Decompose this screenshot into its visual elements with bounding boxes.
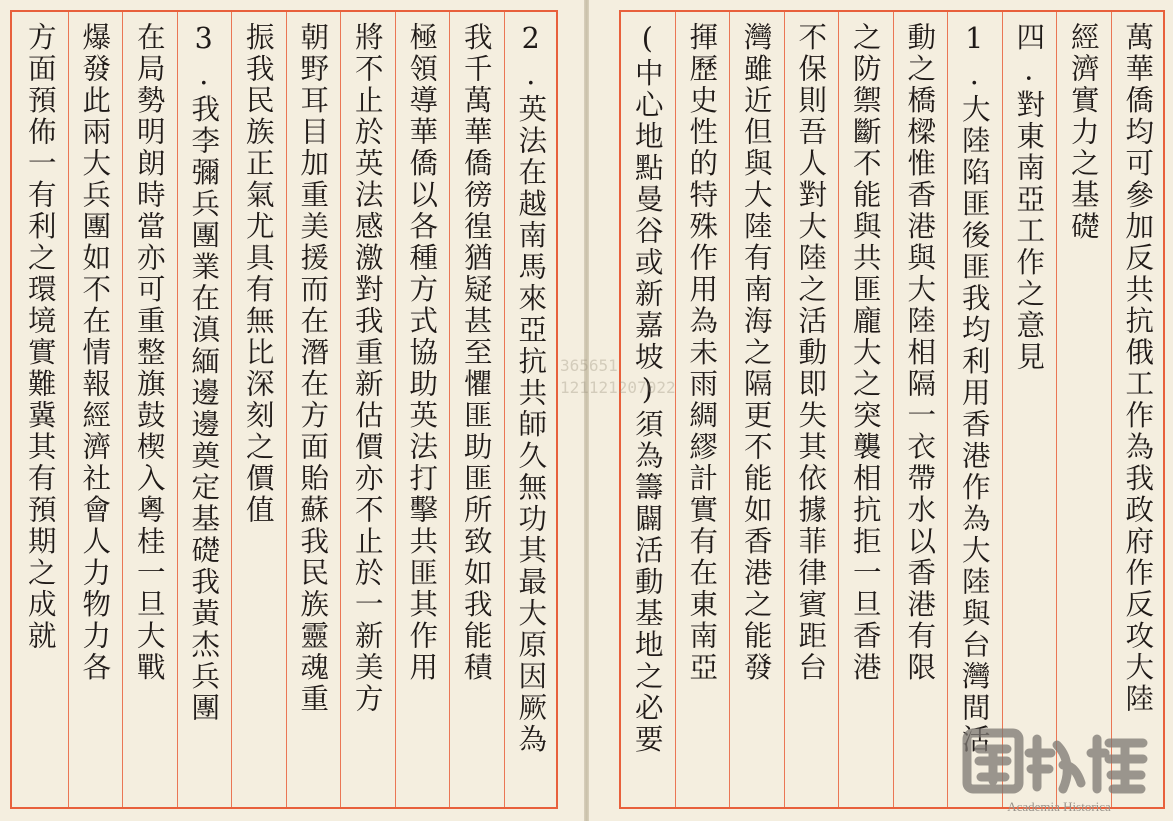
right-page-text-column: 灣雖近但與大陸有南海之隔更不能如香港之能發 [739, 22, 773, 684]
right-page [589, 0, 1173, 821]
watermark-line: 365651 [560, 356, 618, 375]
right-page-text-column: (中心地點曼谷或新嘉坡)須為籌闢活動基地之必要 [630, 22, 664, 756]
right-page-text-column: 四.對東南亞工作之意見 [1012, 22, 1046, 373]
right-page-text-column: 之防禦斷不能與共匪龐大之突襲相抗拒一旦香港 [848, 22, 882, 684]
right-page-text-column: 萬華僑均可參加反共抗俄工作為我政府作反攻大陸 [1121, 22, 1155, 715]
left-page-text-column: 爆發此兩大兵團如不在情報經濟社會人力物力各 [78, 22, 112, 684]
academia-historica-seal [959, 725, 1159, 815]
left-page-text-column: 我千萬華僑徬徨猶疑甚至懼匪助匪所致如我能積 [459, 22, 493, 684]
left-page-text-column: 極領導華僑以各種方式協助英法打擊共匪其作用 [405, 22, 439, 684]
left-page-text-column: 在局勢明朗時當亦可重整旗鼓楔入粵桂一旦大戰 [132, 22, 166, 684]
left-page-text-column: 振我民族正氣尤具有無比深刻之價值 [241, 22, 275, 526]
left-page-text-column: 朝野耳目加重美援而在潛在方面貽蘇我民族靈魂重 [296, 22, 330, 715]
watermark-line: 121121207022 [560, 378, 676, 397]
left-page-text-column: 3.我李彌兵團業在滇緬邊邊奠定基礎我黃杰兵團 [187, 22, 221, 724]
left-page-text-column: 將不止於英法感激對我重新估價亦不止於一新美方 [350, 22, 384, 715]
right-page-text-column: 揮歷史性的特殊作用為未雨綢繆計實有在東南亞 [685, 22, 719, 684]
right-page-text-column: 不保則吾人對大陸之活動即失其依據菲律賓距台 [794, 22, 828, 684]
left-page-text-column: 方面預佈一有利之環境實難冀其有預期之成就 [23, 22, 57, 652]
left-page-text-column: 2.英法在越南馬來亞抗共師久無功其最大原因厥為 [514, 22, 548, 756]
right-page-text-column: 1.大陸陷匪後匪我均利用香港作為大陸與台灣間活 [957, 22, 991, 756]
seal-caption: Academia Historica [1007, 799, 1111, 814]
archive-watermark [560, 355, 676, 399]
right-page-text-column: 經濟實力之基礎 [1066, 22, 1100, 243]
right-page-text-column: 動之橋樑惟香港與大陸相隔一衣帶水以香港有限 [903, 22, 937, 684]
left-page [0, 0, 584, 821]
